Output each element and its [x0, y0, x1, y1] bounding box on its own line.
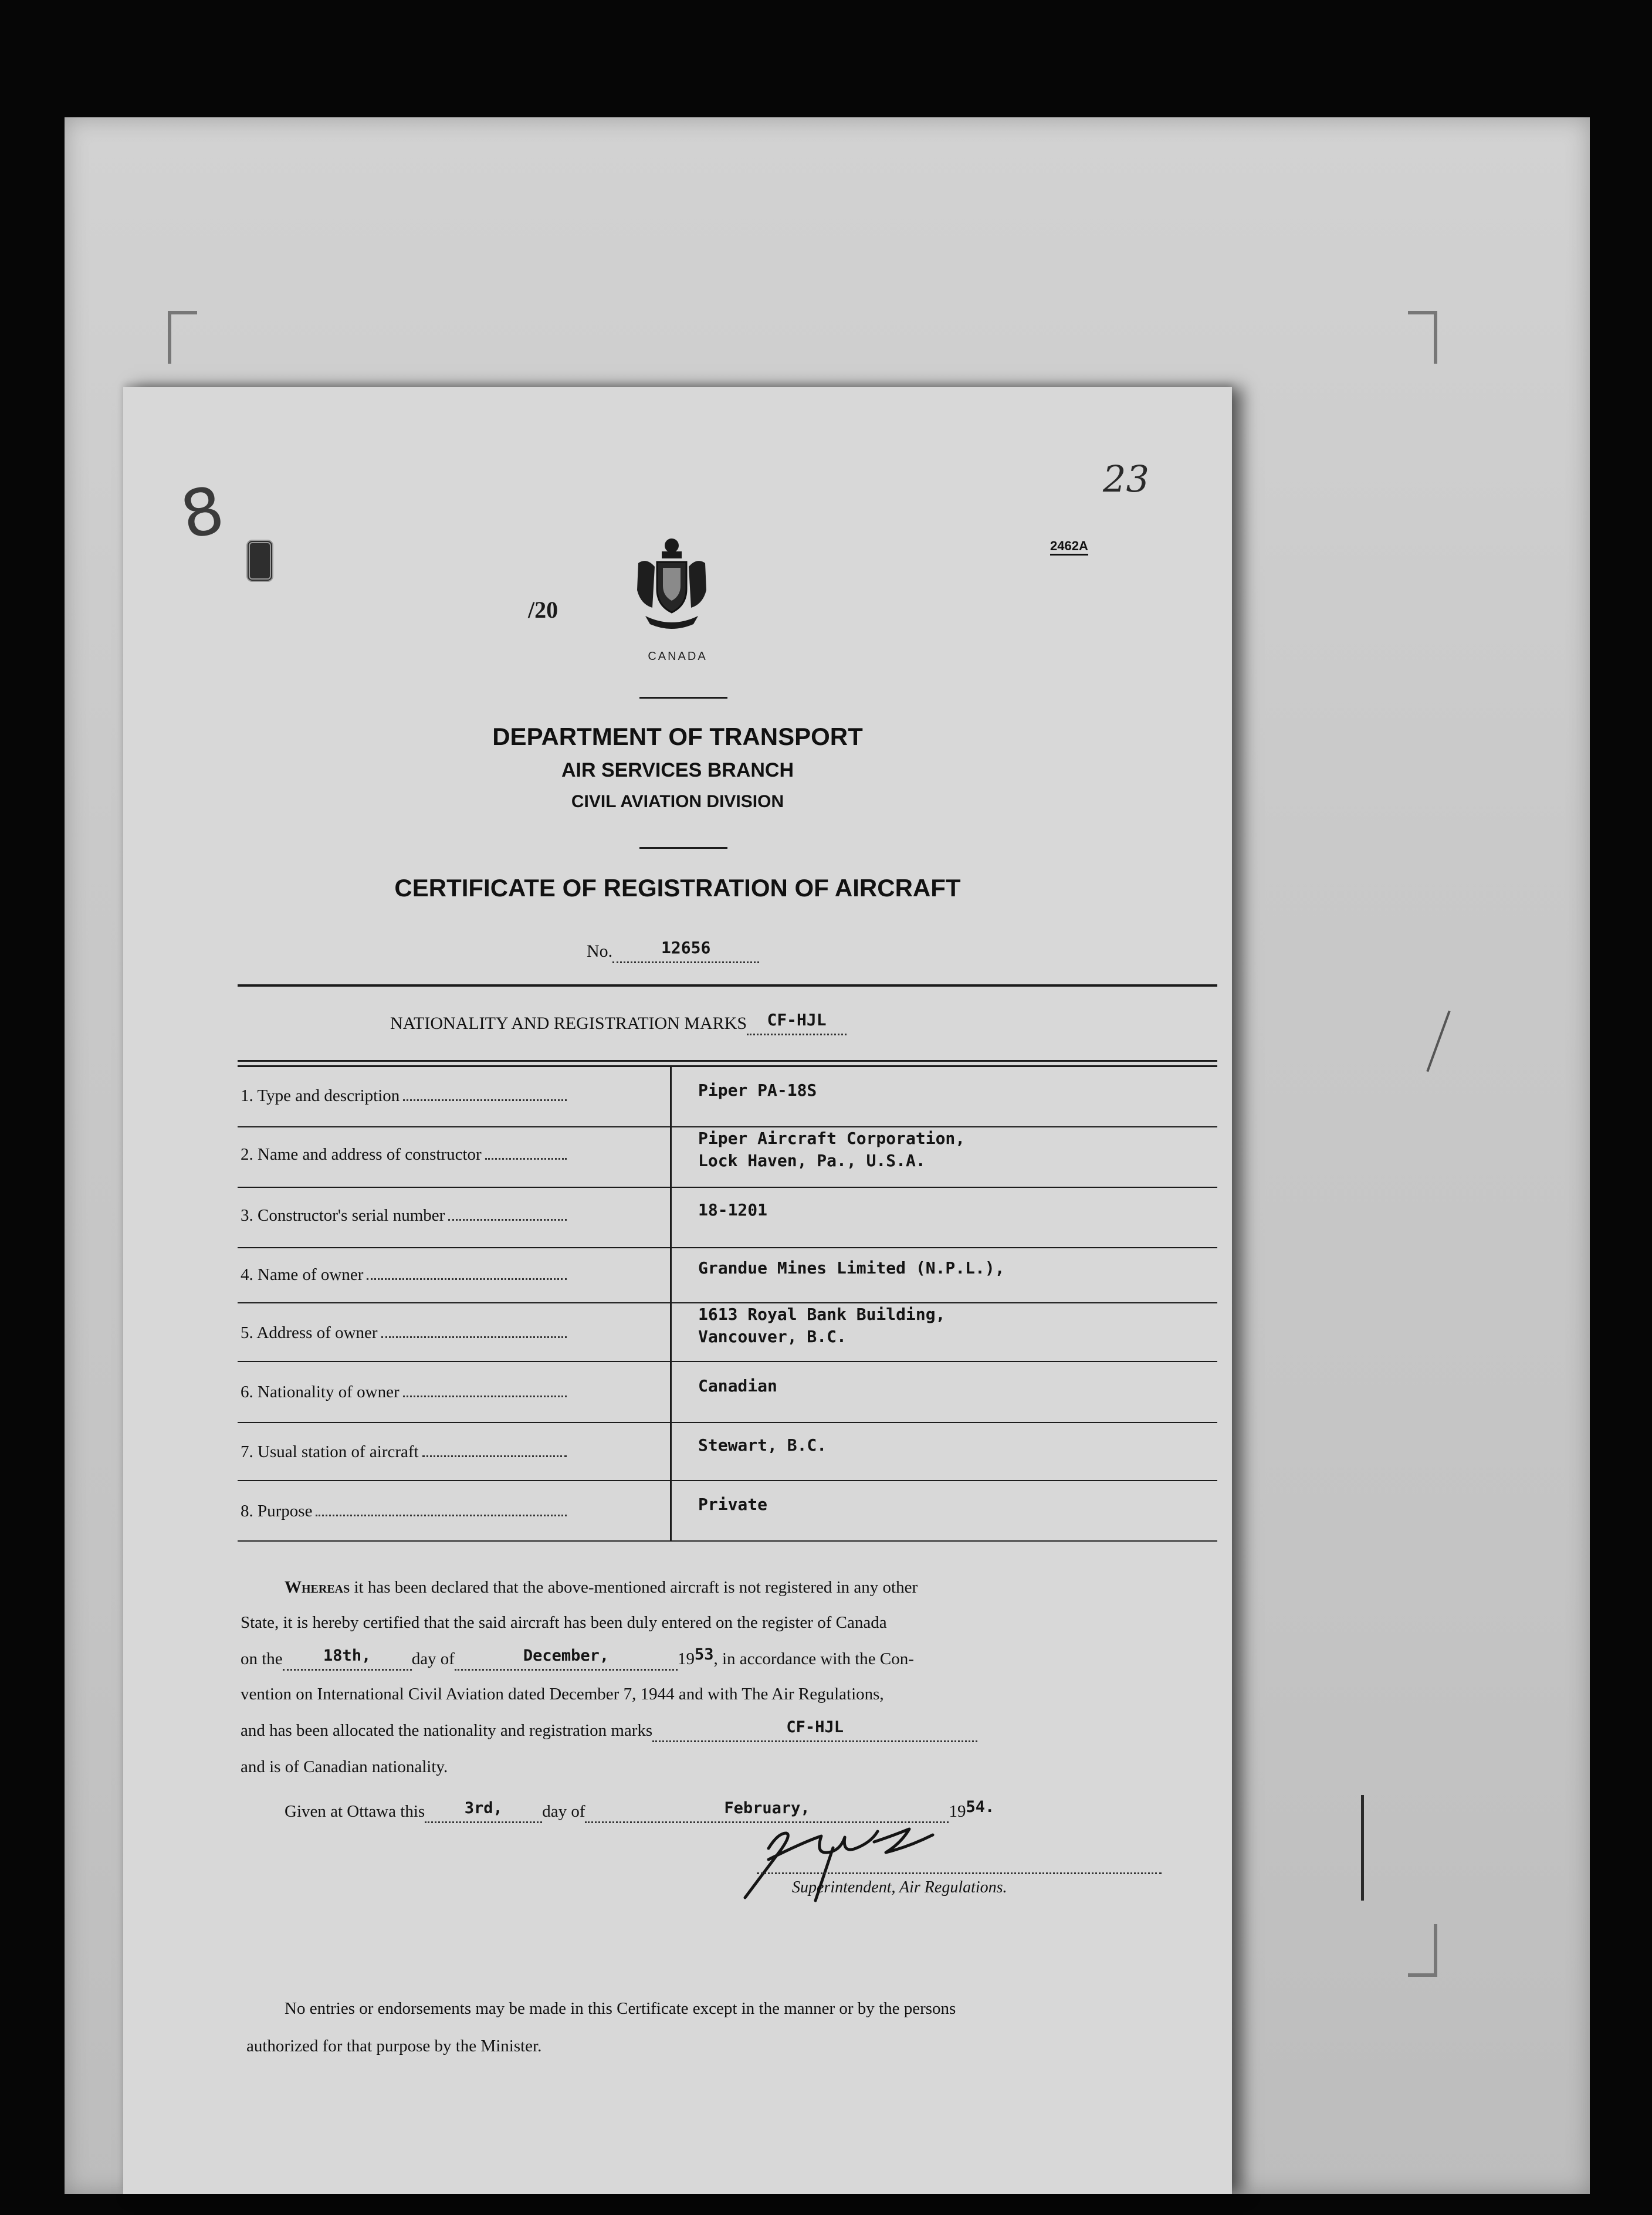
crop-mark-top-left [168, 311, 197, 364]
given-month: February, [724, 1799, 810, 1817]
table-row-label: 7. Usual station of aircraft [241, 1442, 569, 1462]
crop-mark-top-right [1408, 311, 1437, 364]
certificate-number-value: 12656 [661, 938, 711, 957]
divider [639, 847, 727, 849]
table-row-label: 1. Type and description [241, 1086, 569, 1106]
certificate-number-line [587, 938, 759, 963]
form-number: 2462A [1050, 538, 1088, 556]
coat-of-arms-emblem [628, 534, 716, 639]
given-day: 3rd, [464, 1799, 503, 1817]
registration-year: 53 [694, 1645, 714, 1664]
signatory-title: Superintendent, Air Regulations. [792, 1878, 1007, 1896]
certificate-sheet [123, 387, 1232, 2194]
table-row-value: 1613 Royal Bank Building, Vancouver, B.C. [698, 1305, 946, 1346]
given-at-line: Given at Ottawa this 3rd, day of February, 1954. [285, 1802, 994, 1823]
body-line-3: on the 18th, day of December, 1953, in accordance with the Con- [241, 1650, 914, 1671]
handwritten-number-top-right: 23 [1103, 458, 1149, 500]
registration-month: December, [523, 1647, 610, 1665]
table-row-label: 2. Name and address of constructor [241, 1145, 569, 1164]
footer-line-2: authorized for that purpose by the Minister. [246, 2037, 542, 2055]
edge-mark [1361, 1795, 1364, 1901]
table-row-label: 6. Nationality of owner [241, 1383, 569, 1402]
table-row-label: 3. Constructor's serial number [241, 1206, 569, 1225]
table-row-value: Private [698, 1495, 768, 1514]
department-name: DEPARTMENT OF TRANSPORT [492, 723, 863, 750]
table-row-value: Stewart, B.C. [698, 1435, 827, 1455]
branch-name: AIR SERVICES BRANCH [561, 759, 794, 781]
edge-mark [1426, 1011, 1450, 1072]
divider [639, 697, 727, 699]
table-row-label: 5. Address of owner [241, 1323, 569, 1343]
crop-mark-bottom-right [1408, 1924, 1437, 1977]
table-double-rule [238, 1060, 1217, 1062]
footer-line-1: No entries or endorsements may be made in this Certificate except in the manner or by the persons [285, 1999, 956, 2018]
row-separator [238, 1247, 1217, 1248]
table-row-value: Piper PA-18S [698, 1081, 817, 1100]
whereas-word: Whereas [285, 1578, 350, 1597]
signature-line [757, 1872, 1162, 1874]
division-name: CIVIL AVIATION DIVISION [571, 792, 784, 811]
nationality-marks-value: CF-HJL [767, 1010, 827, 1029]
table-row-label: 4. Name of owner [241, 1265, 569, 1285]
registration-marks-value: CF-HJL [786, 1718, 844, 1736]
certificate-number-label: No. [587, 941, 613, 961]
nationality-marks-label: NATIONALITY AND REGISTRATION MARKS [390, 1014, 747, 1033]
nationality-marks-line [390, 1010, 847, 1035]
table-double-rule [238, 1065, 1217, 1067]
table-row-value: Piper Aircraft Corporation, Lock Haven, Pa., U.S.A. [698, 1129, 966, 1170]
body-line-4: vention on International Civil Aviation dated December 7, 1944 and with The Air Regulations, [241, 1685, 884, 1703]
table-row-label: 8. Purpose [241, 1502, 569, 1521]
body-line-1: Whereas it has been declared that the above-mentioned aircraft is not registered in any other [285, 1578, 918, 1597]
row-separator [238, 1422, 1217, 1423]
table-top-rule [238, 984, 1217, 987]
handwritten-number-left: 8 [174, 472, 231, 554]
table-row-value: Canadian [698, 1376, 777, 1396]
body-line-2: State, it is hereby certified that the said aircraft has been duly entered on the register of Canada [241, 1613, 887, 1632]
table-row-value: Grandue Mines Limited (N.P.L.), [698, 1258, 1005, 1278]
body-line-5: and has been allocated the nationality and registration marks CF-HJL [241, 1721, 977, 1742]
row-separator [238, 1480, 1217, 1481]
row-separator [238, 1187, 1217, 1188]
table-row-value: 18-1201 [698, 1200, 768, 1220]
registration-day: 18th, [323, 1647, 371, 1665]
coat-of-arms-country: CANADA [648, 650, 707, 663]
file-reference: /20 [528, 597, 558, 623]
body-line-6: and is of Canadian nationality. [241, 1757, 448, 1776]
table-bottom-rule [238, 1540, 1217, 1542]
given-year: 54. [966, 1798, 995, 1816]
certificate-title: CERTIFICATE OF REGISTRATION OF AIRCRAFT [394, 874, 961, 902]
column-divider [670, 1067, 672, 1542]
row-separator [238, 1361, 1217, 1362]
ink-stamp-mark [246, 540, 273, 582]
